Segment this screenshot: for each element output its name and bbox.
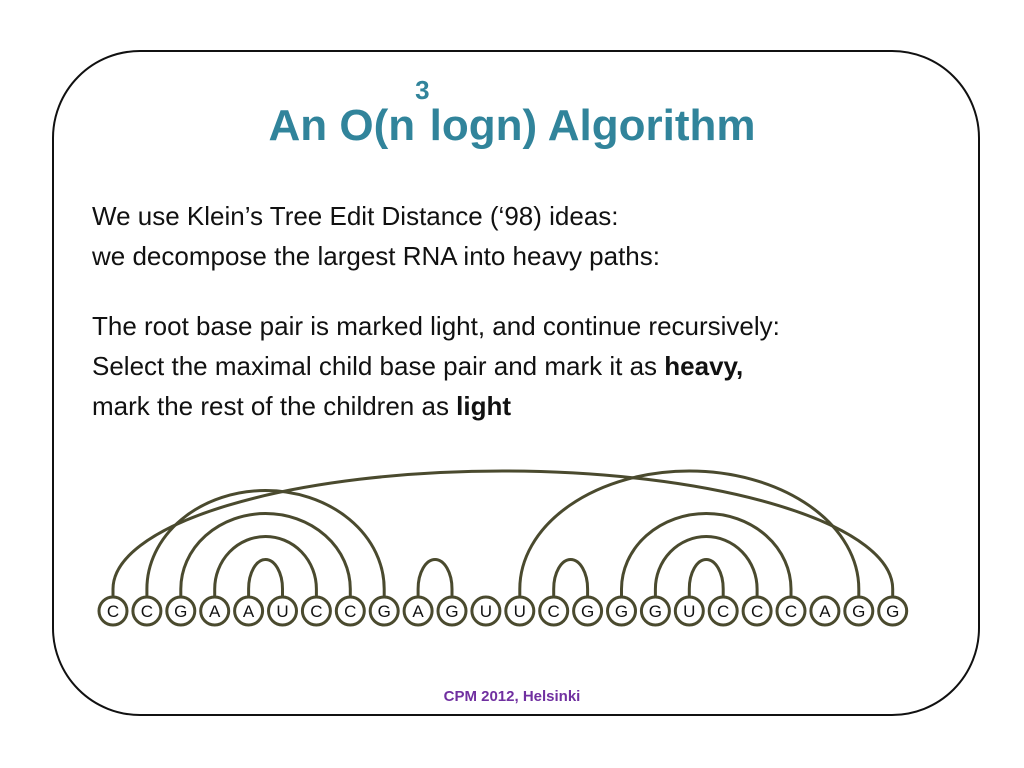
nucleotide-letter: C: [717, 602, 730, 621]
nucleotide-letter: U: [513, 602, 526, 621]
nucleotide-letter: C: [310, 602, 323, 621]
title-main: An O(n: [268, 101, 416, 150]
nucleotide: [574, 597, 602, 625]
intro-line-2: we decompose the largest RNA into heavy paths:: [92, 241, 660, 271]
nucleotide-letter: A: [819, 602, 831, 621]
nucleotide: [438, 597, 466, 625]
nucleotide-letter: G: [174, 602, 188, 621]
light-keyword: light: [456, 391, 512, 421]
nucleotide: [99, 597, 127, 625]
nucleotide-letter: C: [547, 602, 560, 621]
title-tail: logn) Algorithm: [429, 101, 756, 150]
nucleotide-letter: U: [276, 602, 289, 621]
nucleotide: [472, 597, 500, 625]
base-pair-arc: [655, 537, 757, 598]
base-pair-arc: [215, 537, 317, 598]
rule-line-1: The root base pair is marked light, and continue recursively:: [92, 311, 780, 341]
nucleotide: [302, 597, 330, 625]
nucleotide: [167, 597, 195, 625]
nucleotide: [235, 597, 263, 625]
base-pair-arc: [622, 514, 792, 598]
nucleotide: [811, 597, 839, 625]
nucleotide-letter: C: [750, 602, 764, 621]
rule-line-3-text: mark the rest of the children as: [92, 391, 457, 421]
title-superscript: 3: [415, 75, 430, 105]
nucleotide-letter: G: [852, 602, 866, 621]
nucleotide: [777, 597, 805, 625]
nucleotide: [540, 597, 568, 625]
base-pair-arc: [249, 560, 283, 599]
nucleotide: [608, 597, 636, 625]
nucleotide: [641, 597, 669, 625]
base-pair-arc: [554, 560, 588, 599]
nucleotide: [133, 597, 161, 625]
nucleotide-letter: C: [344, 602, 357, 621]
nucleotide: [336, 597, 364, 625]
nucleotide: [743, 597, 771, 625]
nucleotide-letter: U: [683, 602, 696, 621]
nucleotide: [269, 597, 297, 625]
nucleotide-letter: U: [479, 602, 493, 621]
base-pair-arc: [181, 514, 350, 598]
nucleotide: [404, 597, 432, 625]
nucleotide-letter: C: [140, 602, 154, 621]
nucleotide: [201, 597, 229, 625]
nucleotide-letter: G: [648, 602, 663, 621]
nucleotide: [675, 597, 703, 625]
nucleotide-letter: A: [209, 602, 221, 621]
nucleotide-letter: G: [445, 602, 459, 621]
nucleotide-letter: A: [412, 602, 424, 621]
footer-caption: CPM 2012, Helsinki: [443, 688, 581, 705]
nucleotide: [845, 597, 873, 625]
base-pair-arc: [418, 560, 452, 598]
nucleotide: [879, 597, 907, 625]
nucleotide: [370, 597, 398, 625]
rule-line-2-text: Select the maximal child base pair and mark it as: [92, 351, 665, 381]
base-pair-arc: [113, 471, 893, 598]
nucleotide-letter: G: [377, 602, 391, 621]
intro-line-1: We use Klein’s Tree Edit Distance (‘98) ideas:: [92, 201, 619, 231]
nucleotide-letter: A: [242, 602, 255, 621]
heavy-keyword: heavy,: [664, 351, 744, 381]
nucleotide-letter: G: [886, 602, 900, 621]
base-pair-arc: [689, 560, 723, 598]
nucleotide: [506, 597, 534, 625]
nucleotide: [709, 597, 737, 625]
nucleotide-letter: C: [106, 602, 120, 621]
nucleotide-letter: C: [784, 602, 798, 621]
nucleotide-letter: G: [580, 602, 595, 621]
nucleotide-letter: G: [614, 602, 629, 621]
